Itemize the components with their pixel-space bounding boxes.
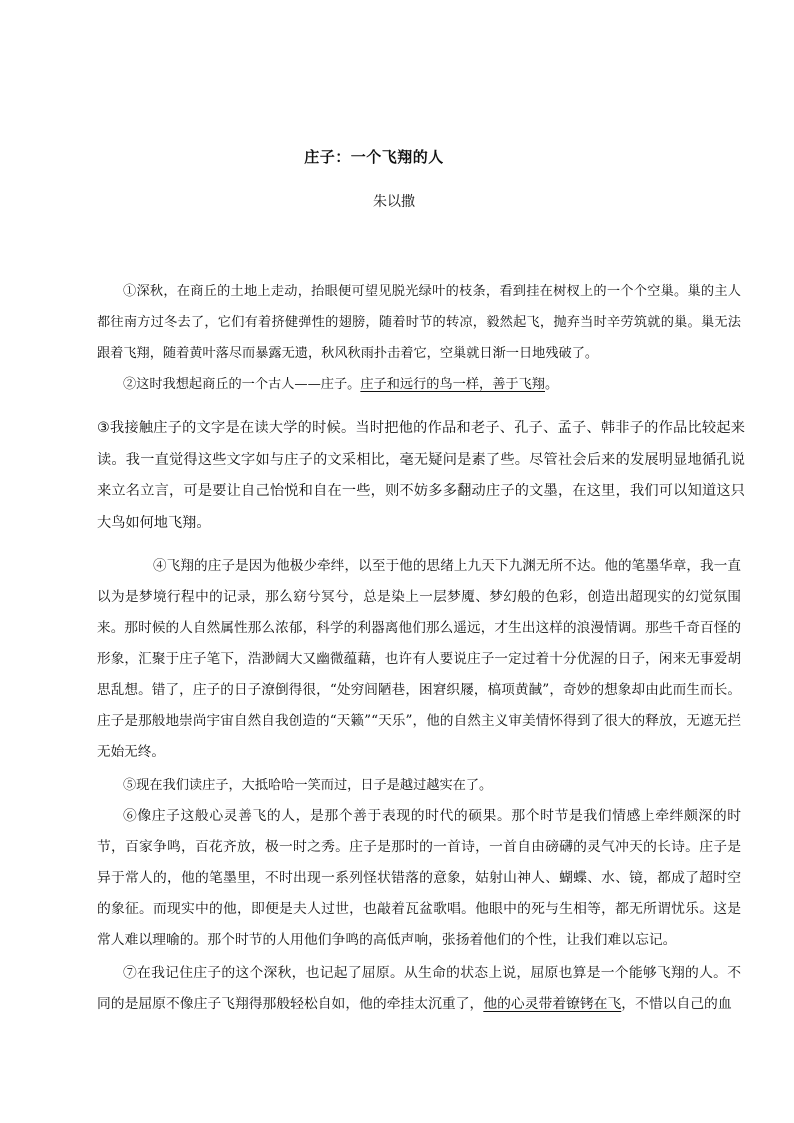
paragraph-1: ①深秋，在商丘的土地上走动，抬眼便可望见脱光绿叶的枝条，看到挂在树杈上的一个个空巢。巢的主人都往南方过冬去了，它们有着挤健弹性的翅膀，随着时节的转凉，毅然起飞，抛弃当时辛劳筑就的巢。巢无法跟着飞翔，随着黄叶落尽而暴露无遗，秋风秋雨扑击着它，空巢就日渐一日地残破了。 — [97, 284, 741, 361]
article-author: 朱以撒 — [373, 194, 415, 210]
paragraph-7-underlined-phrase: 他的心灵带着镣铐在飞 — [483, 996, 622, 1012]
paragraph-5: ⑤现在我们读庄子，大抵哈哈一笑而过，日子是越过越实在了。 — [123, 778, 493, 793]
paragraph-7-end: ，不惜以自己的血 — [621, 996, 732, 1012]
paragraph-2-lead: ②这时我想起商丘的一个古人——庄子。 — [123, 377, 361, 392]
paragraph-2 — [97, 369, 741, 400]
paragraph-3: ③我接触庄子的文字是在读大学的时候。当时把他的作品和老子、孔子、孟子、韩非子的作品比较起来读。我一直觉得这些文字如与庄子的文采相比，毫无疑问是素了些。尽管社会后来的发展明显地循孔说来立名立言，可是要让自己怡悦和自在一些，则不妨多多翻动庄子的文墨，在这里，我们可以知道这只大鸟如何地飞翔。 — [97, 420, 745, 531]
paragraph-2-underlined-phrase: 庄子和远行的鸟一样，善于飞翔 — [360, 377, 545, 392]
paragraph-2-end: 。 — [545, 377, 559, 392]
article-title: 庄子：一个飞翔的人 — [304, 148, 444, 166]
paragraph-4: ④飞翔的庄子是因为他极少牵绊，以至于他的思绪上九天下九渊无所不达。他的笔墨华章，我一直以为是梦境行程中的记录，那么窈兮冥兮，总是染上一层梦魇、梦幻般的色彩，创造出超现实的幻觉氛围来。那时候的人自然属性那么浓郁，科学的利器离他们那么遥远，才生出这样的浪漫情调。那些千奇百怪的形象，汇聚于庄子笔下，浩渺阔大又幽微蕴藉，也许有人要说庄子一定过着十分优渥的日子，闲来无事爱胡思乱想。错了，庄子的日子潦倒得很，“处穷闾陋巷，困窘织屦，槁项黄馘”，奇妙的想象却由此而生而长。庄子是那般地崇尚宇宙自然自我创造的“天籁”“天乐”，他的自然主义审美情怀得到了很大的释放，无遮无拦无始无终。 — [97, 558, 741, 760]
paragraph-7 — [97, 958, 741, 1020]
paragraph-6: ⑥像庄子这般心灵善飞的人，是那个善于表现的时代的硕果。那个时节是我们情感上牵绊颇深的时节，百家争鸣，百花齐放，极一时之秀。庄子是那时的一首诗，一首自由磅礴的灵气冲天的长诗。庄子是异于常人的，他的笔墨里，不时出现一系列怪状错落的意象，姑射山神人、蝴蝶、水、镜，都成了超时空的象征。而现实中的他，即便是夫人过世，也敲着瓦盆歌唱。他眼中的死与生相等，都无所谓忧乐。这是常人难以理喻的。那个时节的人用他们争鸣的高低声响，张扬着他们的个性，让我们难以忘记。 — [97, 808, 741, 948]
paragraph-7-lead: ⑦在我记住庄子的这个深秋，也记起了屈原。从生命的状态上说，屈原也算是一个能够飞翔的人。不同的是屈原不像庄子飞翔得那般轻松自如，他的牵挂太沉重了， — [97, 965, 741, 1012]
